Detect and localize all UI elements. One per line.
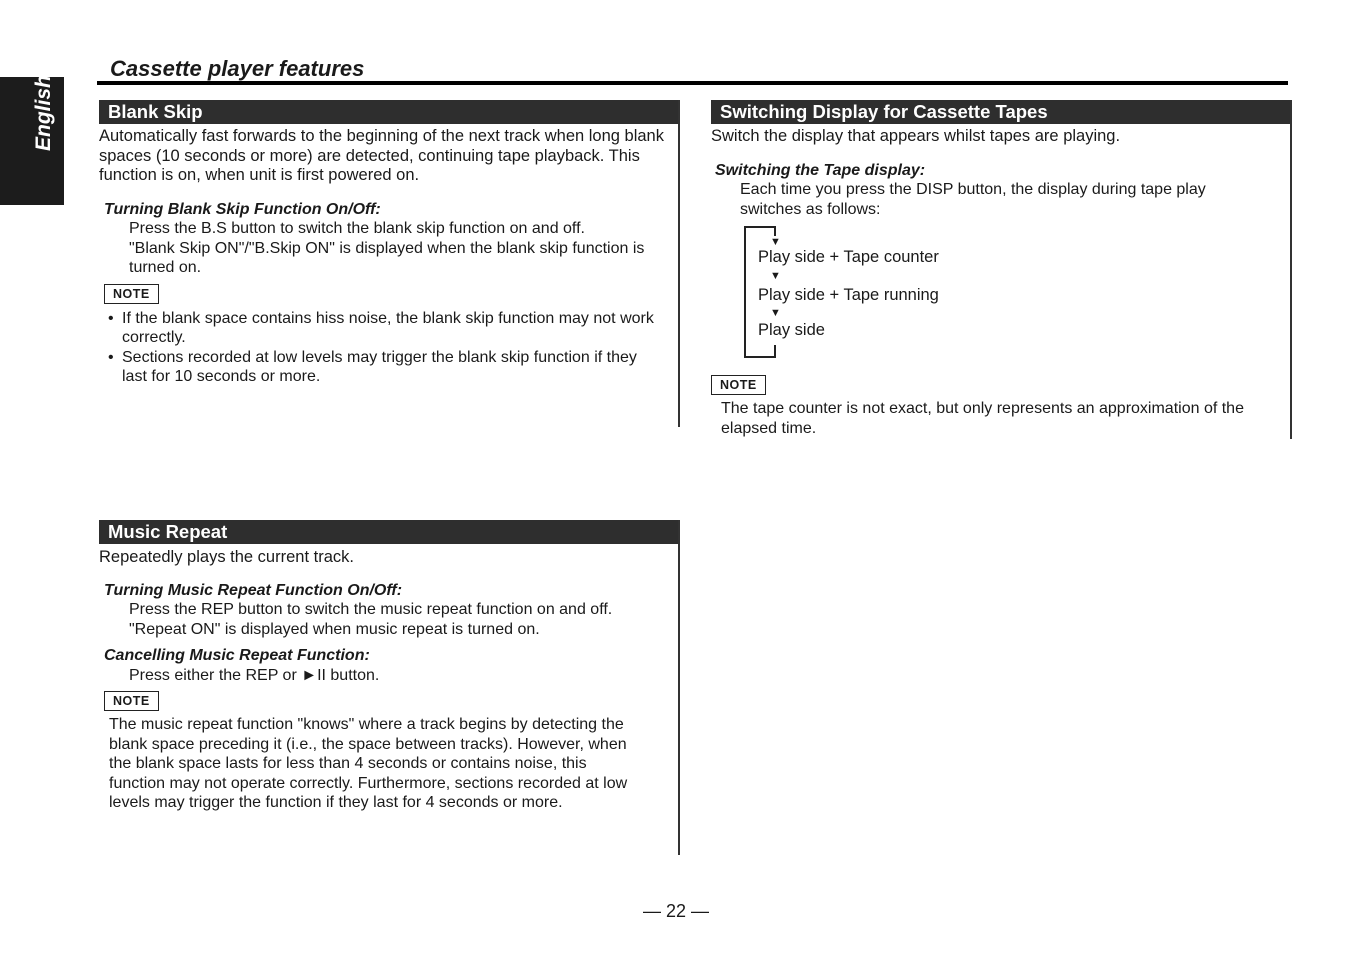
- section-rule: [678, 100, 680, 427]
- flow-step: Play side: [758, 321, 825, 339]
- instruction: Press the REP button to switch the music repeat function on and off.: [129, 601, 613, 618]
- instruction: Each time you press the DISP button, the display during tape play switches as follows:: [740, 181, 1206, 218]
- down-arrow-icon: ▼: [770, 307, 781, 319]
- section-rule: [678, 520, 680, 855]
- subheading: Turning Music Repeat Function On/Off:: [104, 581, 403, 599]
- section-heading: Music Repeat: [99, 520, 680, 544]
- instruction: Press either the REP or ►II button.: [129, 666, 380, 684]
- bullet-dot: •: [108, 348, 114, 366]
- flow-loop-line: [774, 345, 776, 358]
- section-heading: Blank Skip: [99, 100, 680, 124]
- flow-step: Play side + Tape counter: [758, 248, 939, 266]
- section-intro: Repeatedly plays the current track.: [99, 548, 354, 566]
- section-intro: Automatically fast forwards to the beginning of the next track when long blank spaces (10 seconds or more) are detected, continuing tape playback. This function is on, when unit is first powered on.: [99, 127, 664, 184]
- switching-display-section: [711, 100, 1292, 439]
- page-number: — 22 —: [642, 901, 710, 921]
- subheading: Turning Blank Skip Function On/Off:: [104, 200, 381, 218]
- flow-loop-line: [744, 356, 776, 358]
- subheading: Switching the Tape display:: [715, 161, 926, 179]
- page-title: Cassette player features: [110, 56, 365, 81]
- subheading: Cancelling Music Repeat Function:: [104, 647, 370, 664]
- note-bullet-text: Sections recorded at low levels may trigger the blank skip function if they last for 10 seconds or more.: [122, 348, 637, 385]
- language-tab: [0, 77, 64, 205]
- note-badge: NOTE: [711, 375, 766, 395]
- section-intro: Switch the display that appears whilst tapes are playing.: [711, 127, 1121, 145]
- list-item: [108, 348, 660, 387]
- note-bullet-text: If the blank space contains hiss noise, the blank skip function may not work correctly.: [122, 309, 654, 346]
- down-arrow-icon: ▼: [770, 236, 781, 248]
- bullet-dot: •: [108, 309, 114, 327]
- note-text: The music repeat function "knows" where a track begins by detecting the blank space preceding it (i.e., the space between tracks). However, when the blank space lasts for less than 4 seconds or contains noise, this function may not operate correctly. Furthermore, sections recorded at low levels may trigger the function if they last for 4 seconds or more.: [109, 716, 628, 811]
- flow-loop-line: [744, 226, 746, 358]
- note-text: The tape counter is not exact, but only represents an approximation of the elapsed time.: [721, 400, 1244, 437]
- section-heading: Switching Display for Cassette Tapes: [711, 100, 1292, 124]
- down-arrow-icon: ▼: [770, 270, 781, 282]
- flow-loop-line: [774, 226, 776, 236]
- list-item: [108, 309, 660, 348]
- instruction: "Blank Skip ON"/"B.Skip ON" is displayed when the blank skip function is turned on.: [129, 239, 645, 276]
- note-badge: NOTE: [104, 691, 159, 711]
- language-tab-label: English: [32, 75, 55, 151]
- instruction: "Repeat ON" is displayed when music repeat is turned on.: [129, 620, 540, 638]
- flow-step: Play side + Tape running: [758, 286, 939, 304]
- blank-skip-section: [99, 100, 680, 427]
- note-badge: NOTE: [104, 284, 159, 304]
- music-repeat-section: [99, 520, 680, 855]
- flow-loop-line: [744, 226, 776, 228]
- title-rule: [97, 81, 1288, 85]
- instruction: Press the B.S button to switch the blank skip function on and off.: [129, 220, 585, 237]
